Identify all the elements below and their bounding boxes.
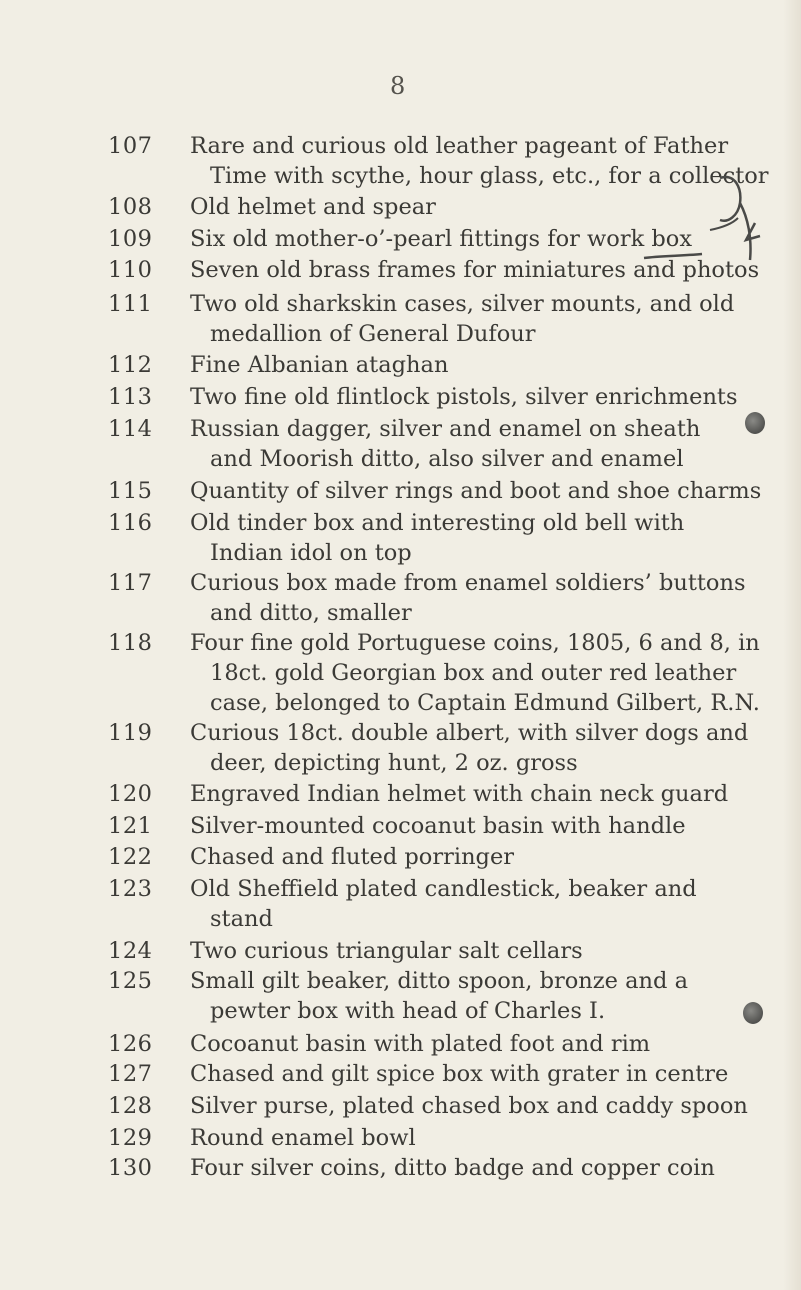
ink-dot-mark [745, 412, 765, 434]
lot-description-line: Russian dagger, silver and enamel on sheath [190, 416, 701, 442]
lot-description-line: Cocoanut basin with plated foot and rim [190, 1031, 651, 1057]
lot-number: 116 [108, 510, 153, 536]
lot-description-line: Two curious triangular salt cellars [190, 938, 583, 964]
lot-description-line: and Moorish ditto, also silver and enamel [210, 446, 684, 472]
lot-description-line: Fine Albanian ataghan [190, 352, 449, 378]
lot-number: 117 [108, 570, 153, 596]
handwritten-underline-mark [640, 250, 710, 264]
lot-number: 111 [108, 291, 153, 317]
ink-dot-mark [743, 1002, 763, 1024]
lot-description-line: Chased and fluted porringer [190, 844, 515, 870]
lot-description-line: Old helmet and spear [190, 194, 436, 220]
lot-description-line: Engraved Indian helmet with chain neck guard [190, 781, 729, 807]
lot-number: 129 [108, 1125, 153, 1151]
lot-description-line: Old tinder box and interesting old bell with [190, 510, 685, 536]
lot-number: 130 [108, 1155, 153, 1181]
lot-description-line: and ditto, smaller [210, 600, 412, 626]
page-number: 8 [390, 72, 406, 100]
lot-number: 124 [108, 938, 153, 964]
lot-description-line: case, belonged to Captain Edmund Gilbert, R.N. [210, 690, 760, 716]
lot-description-line: Four silver coins, ditto badge and copper coin [190, 1155, 715, 1181]
lot-number: 126 [108, 1031, 153, 1057]
lot-description-line: Four fine gold Portuguese coins, 1805, 6 and 8, in [190, 630, 760, 656]
lot-description-line: Two old sharkskin cases, silver mounts, and old [190, 291, 735, 317]
lot-number: 108 [108, 194, 153, 220]
lot-description-line: Curious box made from enamel soldiers’ buttons [190, 570, 746, 596]
lot-description-line: 18ct. gold Georgian box and outer red leather [210, 660, 737, 686]
lot-number: 127 [108, 1061, 153, 1087]
lot-number: 120 [108, 781, 153, 807]
lot-description-line: Seven old brass frames for miniatures and photos [190, 257, 760, 283]
lot-number: 113 [108, 384, 153, 410]
lot-description-line: Rare and curious old leather pageant of Father [190, 133, 729, 159]
lot-number: 121 [108, 813, 153, 839]
lot-number: 110 [108, 257, 153, 283]
lot-description-line: Indian idol on top [210, 540, 412, 566]
lot-description-line: pewter box with head of Charles I. [210, 998, 606, 1024]
lot-description-line: deer, depicting hunt, 2 oz. gross [210, 750, 578, 776]
paper-edge [783, 0, 801, 1290]
lot-description-line: medallion of General Dufour [210, 321, 536, 347]
lot-number: 119 [108, 720, 153, 746]
lot-number: 114 [108, 416, 153, 442]
lot-description-line: Six old mother-o’-pearl fittings for work box [190, 226, 693, 252]
lot-description-line: Quantity of silver rings and boot and shoe charms [190, 478, 762, 504]
lot-description-line: Silver purse, plated chased box and caddy spoon [190, 1093, 748, 1119]
lot-description-line: Old Sheffield plated candlestick, beaker and [190, 876, 697, 902]
lot-number: 128 [108, 1093, 153, 1119]
lot-number: 107 [108, 133, 153, 159]
lot-description-line: Chased and gilt spice box with grater in centre [190, 1061, 729, 1087]
lot-description-line: Silver-mounted cocoanut basin with handle [190, 813, 686, 839]
lot-number: 125 [108, 968, 153, 994]
lot-number: 123 [108, 876, 153, 902]
lot-description-line: Round enamel bowl [190, 1125, 416, 1151]
lot-description-line: Two fine old flintlock pistols, silver enrichments [190, 384, 738, 410]
lot-description-line: Time with scythe, hour glass, etc., for a collector [210, 163, 769, 189]
lot-number: 115 [108, 478, 153, 504]
lot-description-line: Curious 18ct. double albert, with silver dogs and [190, 720, 749, 746]
lot-number: 122 [108, 844, 153, 870]
lot-number: 118 [108, 630, 153, 656]
lot-description-line: Small gilt beaker, ditto spoon, bronze and a [190, 968, 688, 994]
lot-number: 112 [108, 352, 153, 378]
lot-number: 109 [108, 226, 153, 252]
lot-description-line: stand [210, 906, 273, 932]
